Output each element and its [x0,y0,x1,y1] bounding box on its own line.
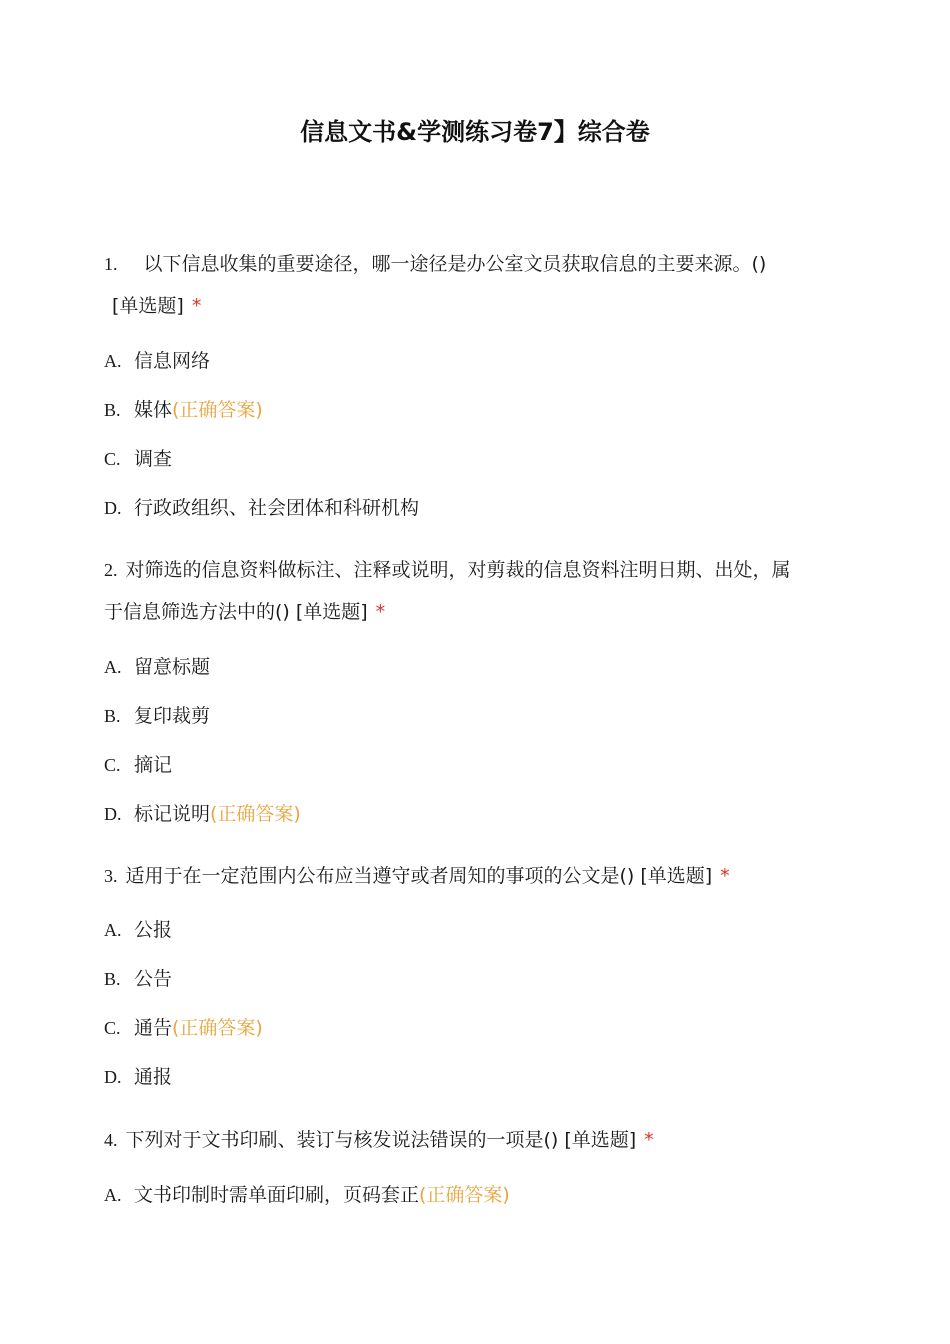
option-text: 通告 [134,1017,173,1039]
question-type-tag: [单选题] [640,865,713,887]
question-4-line1: 下列对于文书印刷、装订与核发说法错误的一项是() [125,1129,559,1151]
question-2-option-c [104,751,172,779]
option-text: 通报 [134,1066,173,1088]
option-text: 公报 [134,919,173,941]
option-text: 信息网络 [134,350,211,372]
question-2-option-d [104,800,301,828]
option-letter: D. [104,804,122,824]
question-3-text [104,862,730,890]
question-4-text [104,1126,654,1154]
option-text: 留意标题 [134,656,211,678]
option-letter: B. [104,400,121,420]
option-text: 标记说明 [134,803,211,825]
question-number: 3. [104,866,118,886]
required-mark: * [720,865,730,887]
option-letter: B. [104,706,121,726]
option-letter: B. [104,969,121,989]
option-letter: C. [104,449,121,469]
question-number: 2. [104,560,118,580]
correct-answer-label: (正确答案) [172,399,263,421]
option-letter: C. [104,1018,121,1038]
question-2-line1: 对筛选的信息资料做标注、注释或说明，对剪裁的信息资料注明日期、出处，属 [125,559,791,581]
correct-answer-label: (正确答案) [210,803,301,825]
correct-answer-label: (正确答案) [419,1184,510,1206]
required-mark: * [375,601,386,623]
question-type-tag: [单选题] [112,295,184,317]
question-2-option-b [104,702,210,730]
question-4-option-a [104,1181,510,1209]
question-1-option-a [104,347,210,375]
option-letter: D. [104,1067,122,1087]
option-text: 调查 [134,448,173,470]
option-text: 行政政组织、社会团体和科研机构 [134,497,420,519]
option-text: 公告 [134,968,173,990]
question-2-text [104,556,791,584]
option-text: 媒体 [134,399,173,421]
option-letter: A. [104,657,122,677]
question-3-line1: 适用于在一定范围内公布应当遵守或者周知的事项的公文是() [125,865,635,887]
option-letter: A. [104,1185,122,1205]
question-3-option-a [104,916,172,944]
option-letter: C. [104,755,121,775]
question-number: 4. [104,1130,118,1150]
question-1-line1: 以下信息收集的重要途径，哪一途径是办公室文员获取信息的主要来源。() [143,253,767,275]
question-2-line2-row [104,598,385,626]
question-1-option-d [104,494,419,522]
option-letter: A. [104,351,122,371]
question-1-option-c [104,445,172,473]
option-text: 摘记 [134,754,173,776]
required-mark: * [644,1129,654,1151]
question-type-tag: [单选题] [564,1129,637,1151]
question-2-option-a [104,653,210,681]
question-3-option-d [104,1063,172,1091]
question-1-tag-line [112,292,201,320]
question-3-option-c [104,1014,263,1042]
question-1-option-b [104,396,263,424]
question-2-line2: 于信息筛选方法中的() [104,601,290,623]
question-number: 1. [104,254,118,274]
document-title: 信息文书&学测练习卷7】综合卷 [300,118,650,146]
question-3-option-b [104,965,172,993]
option-text: 复印裁剪 [134,705,211,727]
option-text: 文书印制时需单面印刷，页码套正 [134,1184,420,1206]
question-type-tag: [单选题] [295,601,368,623]
option-letter: A. [104,920,122,940]
correct-answer-label: (正确答案) [172,1017,263,1039]
option-letter: D. [104,498,122,518]
required-mark: * [191,295,202,317]
question-1-text [104,250,766,278]
